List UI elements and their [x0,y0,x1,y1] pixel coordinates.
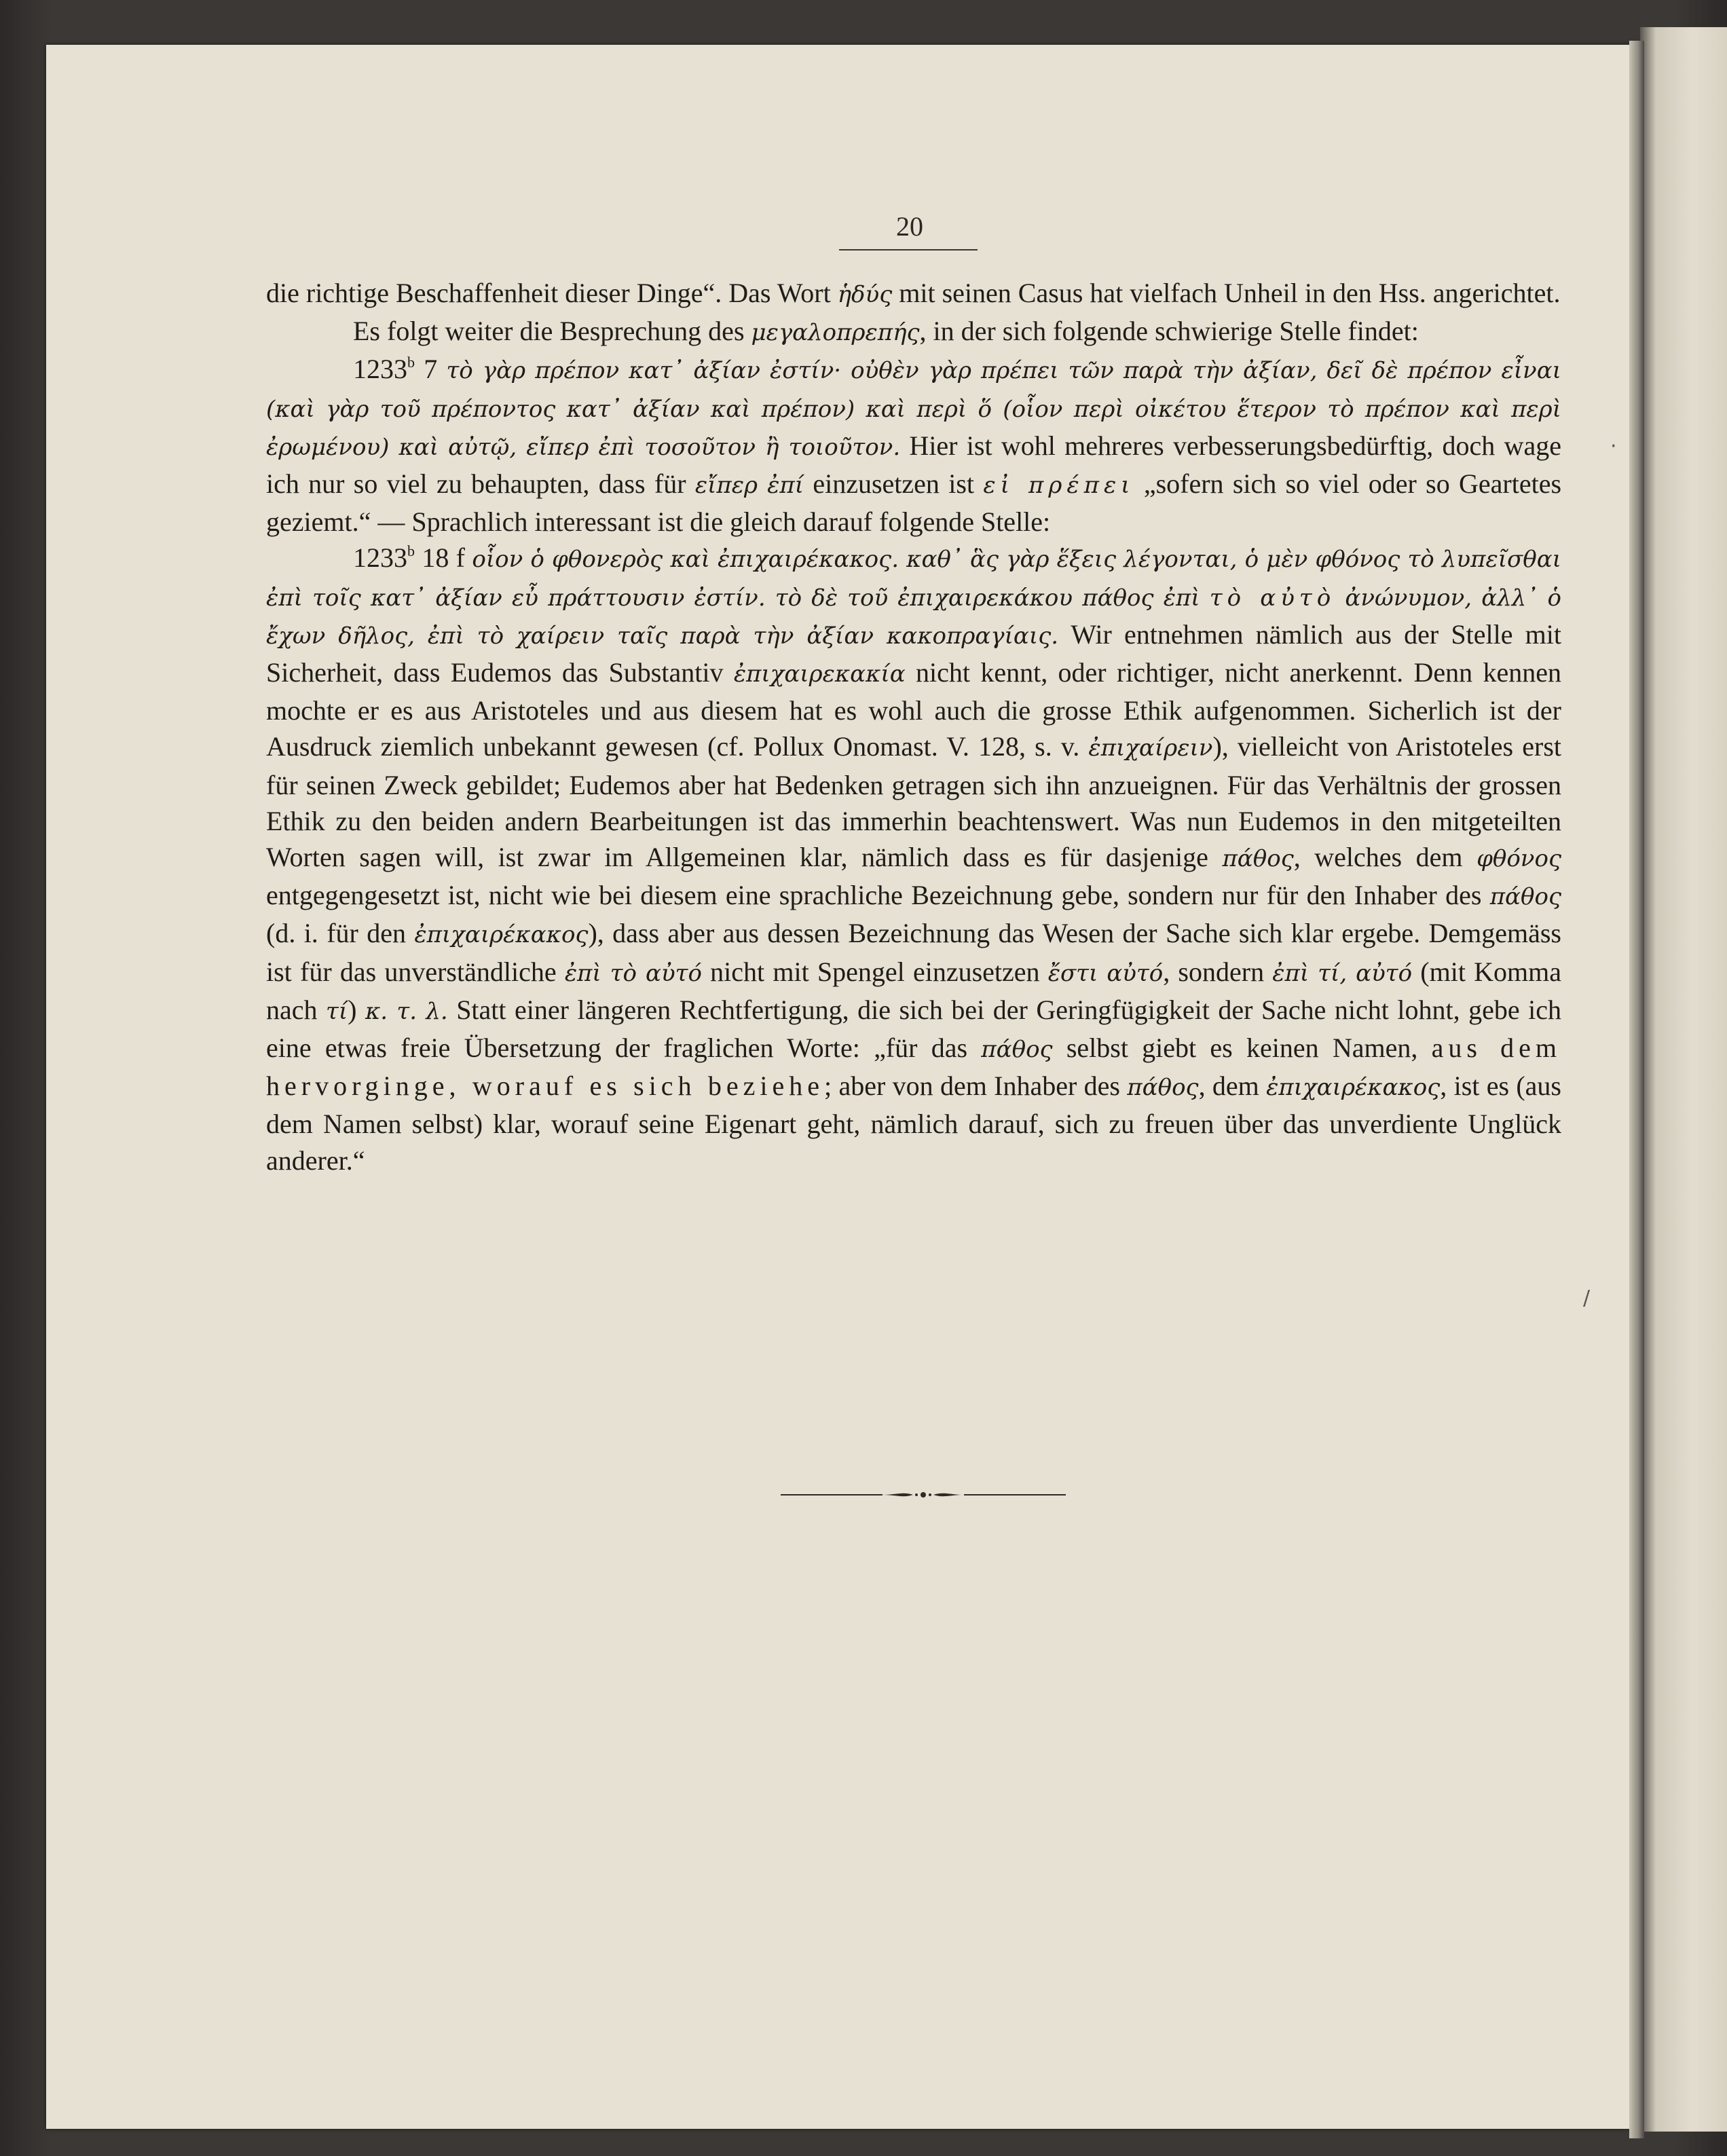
greek-text: τὸ αὐτὸ [1209,584,1336,612]
greek-text: πάθος [1489,883,1561,911]
end-ornament [781,1487,1066,1503]
greek-text: τί [326,997,348,1025]
page-number: 20 [896,211,923,242]
text-run: Hier ist wohl mehreres verbesserungsbedürftig, doch wage ich nur so viel zu behaupten, dass für [266,430,1561,500]
page-number-rule [839,249,978,250]
text-run: ), vielleicht von Aristoteles erst für seinen Zweck gebildet; Eudemos aber hat Bedenken getragen sich ihn anzueignen. Für das Verhältnis der grossen Ethik zu den beiden andern Bearbeitungen ist das immerhin beachtenswert. Was nun Eudemos in den mitgeteilten Worten sagen will, ist zwar im Allgemeinen klar, nämlich dass es für dasjenige [266,731,1562,873]
text-run: nicht mit Spengel einzusetzen [701,956,1048,987]
text-run: 18 f [415,542,472,574]
text-run: selbst giebt es keinen Namen, [1052,1033,1432,1064]
ornament-line-left [781,1494,883,1495]
paragraph [266,275,1561,313]
greek-text: πάθος [1127,1074,1199,1102]
greek-text: ἐπιχαιρέκακος [1266,1074,1441,1102]
text-run: (d. i. für den [266,918,415,949]
greek-text: μεγαλοπρεπής [751,319,920,347]
ornament-flourish-icon [883,1489,964,1501]
text-run: Statt einer längeren Rechtfertigung, die sich bei der Geringfügigkeit der Sache nicht lohnt, gebe ich eine etwas freie Übersetzung der fraglichen Worte: „für das [266,994,1561,1064]
greek-text: ἐπιχαίρειν [1088,735,1213,762]
greek-text: πάθος [1222,845,1294,873]
paragraph [266,313,1561,351]
ornament-line-right [964,1494,1066,1495]
spaced-text: aus dem hervorginge, worauf es sich beziehe [266,1033,1562,1102]
text-run: 1233 [353,354,407,385]
text-run: 1233 [353,542,407,574]
greek-text: ἀνώνυμον, ἀλλ᾽ ὁ ἔχων δῆλος, ἐπὶ τὸ χαίρειν ταῖς παρὰ τὴν ἀξίαν κακοπραγίαις. [266,584,1561,650]
greek-text: εἴπερ ἐπί [694,472,804,500]
text-run: , dem [1198,1071,1267,1102]
paragraph [266,540,1561,1178]
greek-text: πάθος [981,1036,1053,1064]
text-run: nicht kennt, oder richtiger, nicht anerkennt. Denn kennen mochte er es aus Aristoteles und aus diesem hat es wohl auch die grosse Ethik aufgenommen. Sicherlich ist der Ausdruck ziemlich unbekannt gewesen (cf. Pollux Onomast. V. 128, s. v. [266,657,1561,762]
facing-page-edge [1640,27,1727,2132]
greek-text: ἐπιχαιρεκακία [733,661,906,688]
superscript: b [407,354,415,371]
greek-text: ἐπὶ τὸ αὐτό [564,959,702,987]
paragraph [266,351,1561,540]
text-run: , ist es (aus dem Namen selbst) klar, worauf seine Eigenart geht, nämlich darauf, sich zu freuen über das unverdiente Unglück anderer.“ [266,1071,1561,1176]
binding-edge [1629,41,1644,2138]
text-run: entgegengesetzt ist, nicht wie bei diesem eine sprachliche Bezeichnung gebe, sondern nur für den Inhaber des [266,880,1490,911]
text-run: mit seinen Casus hat vielfach Unheil in den Hss. angerichtet. [892,278,1561,308]
greek-text: εἰ πρέπει [983,472,1135,500]
text-run: Es folgt weiter die Besprechung des [353,316,751,347]
greek-text: τὸ γὰρ πρέπον κατ᾽ ἀξίαν ἐστίν· οὐθὲν γὰρ πρέπει τῶν παρὰ τὴν ἀξίαν, δεῖ δὲ πρέπον εἶναι (καὶ γὰρ τοῦ πρέποντος κατ᾽ ἀξίαν καὶ πρέπον) καὶ περὶ ὅ (οἷον περὶ οἰκέτου ἕτερον τὸ πρέπον καὶ περὶ ἐρωμένου) καὶ αὐτῷ, εἴπερ ἐπὶ τοσοῦτον ἢ τοιοῦτον. [266,357,1562,461]
greek-text: ἐπὶ τί, αὐτό [1272,959,1413,987]
text-run: , welches dem [1293,842,1477,873]
text-run: 7 [415,354,447,385]
greek-text: οἷον ὁ φθονερὸς καὶ ἐπιχαιρέκακος. καθ᾽ ἃς γὰρ ἕξεις λέγονται, ὁ μὲν φθόνος τὸ λυπεῖσθαι ἐπὶ τοῖς κατ᾽ ἀξίαν εὖ πράττουσιν ἐστίν. τὸ δὲ τοῦ ἐπιχαιρεκάκου πάθος ἐπὶ [266,546,1561,612]
text-run: ), dass aber aus dessen Bezeichnung das Wesen der Sache sich klar ergebe. Demgemäss ist für das unverständliche [266,918,1561,987]
text-run: „sofern sich so viel oder so Geartetes geziemt.“ — Sprachlich interessant ist die gleich darauf folgende Stelle: [266,468,1562,538]
greek-text: κ. τ. λ. [365,997,448,1025]
greek-text: φθόνος [1477,845,1561,873]
text-run: ) [348,994,365,1025]
text-run: , in der sich folgende schwierige Stelle findet: [919,316,1419,347]
text-run: , sondern [1163,956,1273,987]
greek-text: ἐπιχαιρέκακος [414,921,589,949]
greek-text: ἡδύς [837,281,893,308]
text-run: (mit Komma nach [266,956,1562,1025]
margin-dot-mark: · [1610,434,1617,458]
margin-stroke-mark: / [1583,1286,1591,1310]
body-text [266,275,1561,1178]
text-run: die richtige Beschaffenheit dieser Dinge“. Das Wort [266,278,838,308]
greek-text: ἔστι αὐτό [1047,959,1164,987]
text-run: Wir entnehmen nämlich aus der Stelle mit Sicherheit, dass Eudemos das Substantiv [266,618,1562,688]
text-run: ; aber von dem Inhaber des [824,1071,1128,1102]
text-run: einzusetzen ist [804,468,984,500]
superscript: b [407,542,415,560]
